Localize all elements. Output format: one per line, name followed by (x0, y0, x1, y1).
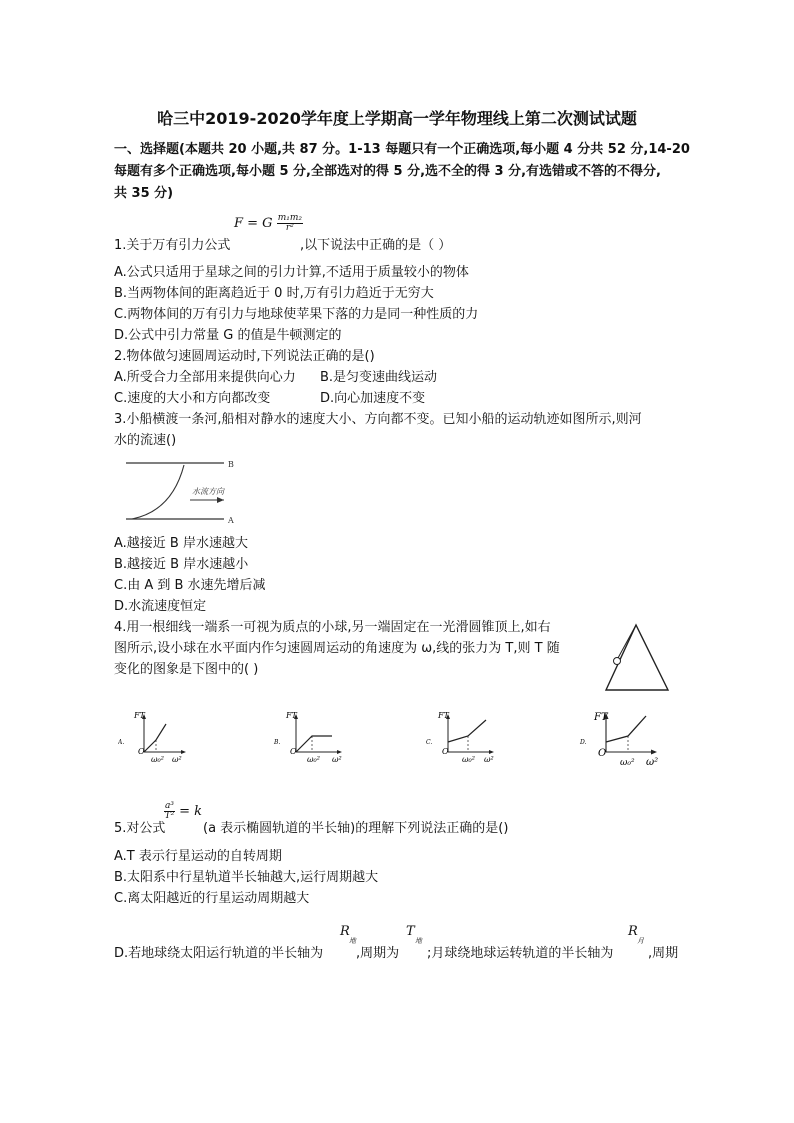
q4-string (618, 625, 636, 658)
q4-graph-b-tick: ω₀² (307, 755, 320, 764)
q5-option-d-part-1: D.若地球绕太阳运行轨道的半长轴为 (114, 946, 324, 961)
q4-graph-b-x-label: ω² (332, 755, 342, 764)
q5-formula-denominator: T² (164, 811, 175, 821)
q1-formula-numerator: m₁m₂ (277, 213, 302, 223)
q1-option-d: D.公式中引力常量 G 的值是牛顿测定的 (114, 328, 342, 343)
q4-stem-line-2: 图所示,设小球在水平面内作匀速圆周运动的角速度为 ω,线的张力为 T,则 T 随 (114, 641, 560, 656)
q1-formula-denominator: r² (285, 223, 294, 233)
q5-symbol-t-earth: T (406, 924, 415, 939)
q4-graph-a (118, 710, 190, 768)
q4-graph-a-x-arrow (181, 750, 186, 754)
q4-graph-a-letter: A. (118, 739, 125, 746)
q4-cone-figure (600, 620, 675, 695)
q4-graph-d-x-label: ω² (646, 757, 659, 768)
q4-graph-d (576, 708, 666, 770)
q4-graph-a-tick: ω₀² (151, 755, 164, 764)
q4-graph-c-origin: O (442, 747, 449, 756)
q4-graph-d-letter: D. (580, 739, 587, 746)
q4-graph-b-curve (296, 736, 332, 752)
q4-graph-c-tick: ω₀² (462, 755, 475, 764)
q2-option-a: A.所受合力全部用来提供向心力 (114, 370, 296, 385)
q5-stem-end: (a 表示椭圆轨道的半长轴)的理解下列说法正确的是() (203, 821, 509, 836)
q5-formula (164, 802, 202, 821)
section-header-line-2: 每题有多个正确选项,每小题 5 分,全部选对的得 5 分,选不全的得 3 分,有选错或不答的不得分, (114, 164, 661, 179)
q4-graph-d-curve (606, 716, 646, 742)
q1-option-c: C.两物体间的万有引力与地球使苹果下落的力是同一种性质的力 (114, 307, 479, 322)
q1-option-b: B.当两物体间的距离趋近于 0 时,万有引力趋近于无穷大 (114, 286, 434, 301)
q4-graph-c-letter: C. (426, 739, 433, 746)
section-header-line-1: 一、选择题(本题共 20 小题,共 87 分。1-13 每题只有一个正确选项,每小题 4 分共 52 分,14-20 (114, 142, 690, 157)
q1-stem-start: 1.关于万有引力公式 (114, 238, 231, 253)
q3-river-figure (120, 455, 245, 527)
q4-graph-c-y-label: FT (438, 711, 449, 720)
q4-graph-c-x-arrow (489, 750, 494, 754)
q1-formula (234, 214, 303, 233)
q3-option-b: B.越接近 B 岸水速越小 (114, 557, 249, 572)
q3-flow-label: 水流方向 (192, 487, 224, 496)
q3-option-d: D.水流速度恒定 (114, 599, 207, 614)
q5-stem-start: 5.对公式 (114, 821, 166, 836)
q4-graph-b-origin: O (290, 747, 297, 756)
q5-option-d-part-2: ,周期为 (356, 946, 400, 961)
q3-label-b: B (228, 460, 234, 469)
q4-graph-c (422, 710, 504, 768)
q5-symbol-r-moon: R (628, 924, 638, 939)
q3-flow-arrow-head (217, 497, 224, 503)
q4-graph-d-y-label: FT (594, 712, 608, 723)
q5-option-c: C.离太阳越近的行星运动周期越大 (114, 891, 310, 906)
q4-stem-line-1: 4.用一根细线一端系一可视为质点的小球,另一端固定在一光滑圆锥顶上,如右 (114, 620, 551, 635)
q4-graph-a-y-label: FT (134, 711, 145, 720)
q4-graph-d-x-arrow (651, 750, 657, 755)
q4-ball (614, 658, 621, 665)
q5-sub-moon: 月 (637, 937, 644, 945)
q4-graph-d-tick: ω₀² (620, 758, 635, 768)
q5-symbol-r-earth: R (340, 924, 350, 939)
q1-option-a: A.公式只适用于星球之间的引力计算,不适用于质量较小的物体 (114, 265, 469, 280)
q3-option-c: C.由 A 到 B 水速先增后减 (114, 578, 266, 593)
q2-stem: 2.物体做匀速圆周运动时,下列说法正确的是() (114, 349, 375, 364)
q5-option-b: B.太阳系中行星轨道半长轴越大,运行周期越大 (114, 870, 379, 885)
q2-option-b: B.是匀变速曲线运动 (320, 370, 438, 385)
q5-formula-fraction (164, 802, 175, 821)
q4-graph-c-x-label: ω² (484, 755, 494, 764)
q1-formula-lhs: F = G (234, 216, 273, 231)
q4-graph-b (270, 710, 352, 768)
q5-option-a: A.T 表示行星运动的自转周期 (114, 849, 282, 864)
q4-graph-d-origin: O (598, 748, 607, 759)
q4-graph-c-curve (448, 720, 486, 742)
q4-graph-b-x-arrow (337, 750, 342, 754)
q4-graph-a-curve (144, 724, 166, 752)
section-header-line-3: 共 35 分) (114, 186, 174, 201)
q3-stem-line-1: 3.小船横渡一条河,船相对静水的速度大小、方向都不变。已知小船的运动轨迹如图所示,则河 (114, 412, 642, 427)
q3-label-a: A (228, 516, 234, 525)
q5-formula-rhs: = k (179, 804, 203, 819)
q5-option-d-part-3: ;月球绕地球运转轨道的半长轴为 (427, 946, 614, 961)
q5-formula-numerator: a³ (165, 801, 174, 811)
q4-graph-a-x-label: ω² (172, 755, 182, 764)
q4-graph-a-origin: O (138, 747, 145, 756)
q4-graph-b-y-label: FT (286, 711, 297, 720)
q1-formula-fraction (277, 214, 303, 233)
q3-option-a: A.越接近 B 岸水速越大 (114, 536, 248, 551)
q2-option-d: D.向心加速度不变 (320, 391, 426, 406)
q3-stem-line-2: 水的流速() (114, 433, 177, 448)
q5-option-d-part-4: ,周期 (648, 946, 679, 961)
q5-sub-earth: 地 (349, 937, 356, 945)
q2-option-c: C.速度的大小和方向都改变 (114, 391, 271, 406)
q5-sub-earth-2: 地 (415, 937, 422, 945)
page-title: 哈三中2019-2020学年度上学期高一学年物理线上第二次测试试题 (157, 109, 637, 128)
q3-boat-trajectory (132, 465, 184, 519)
q4-stem-line-3: 变化的图象是下图中的( ) (114, 662, 259, 677)
q4-graph-b-letter: B. (274, 739, 281, 746)
q1-stem-end: ,以下说法中正确的是（ ） (300, 238, 452, 253)
